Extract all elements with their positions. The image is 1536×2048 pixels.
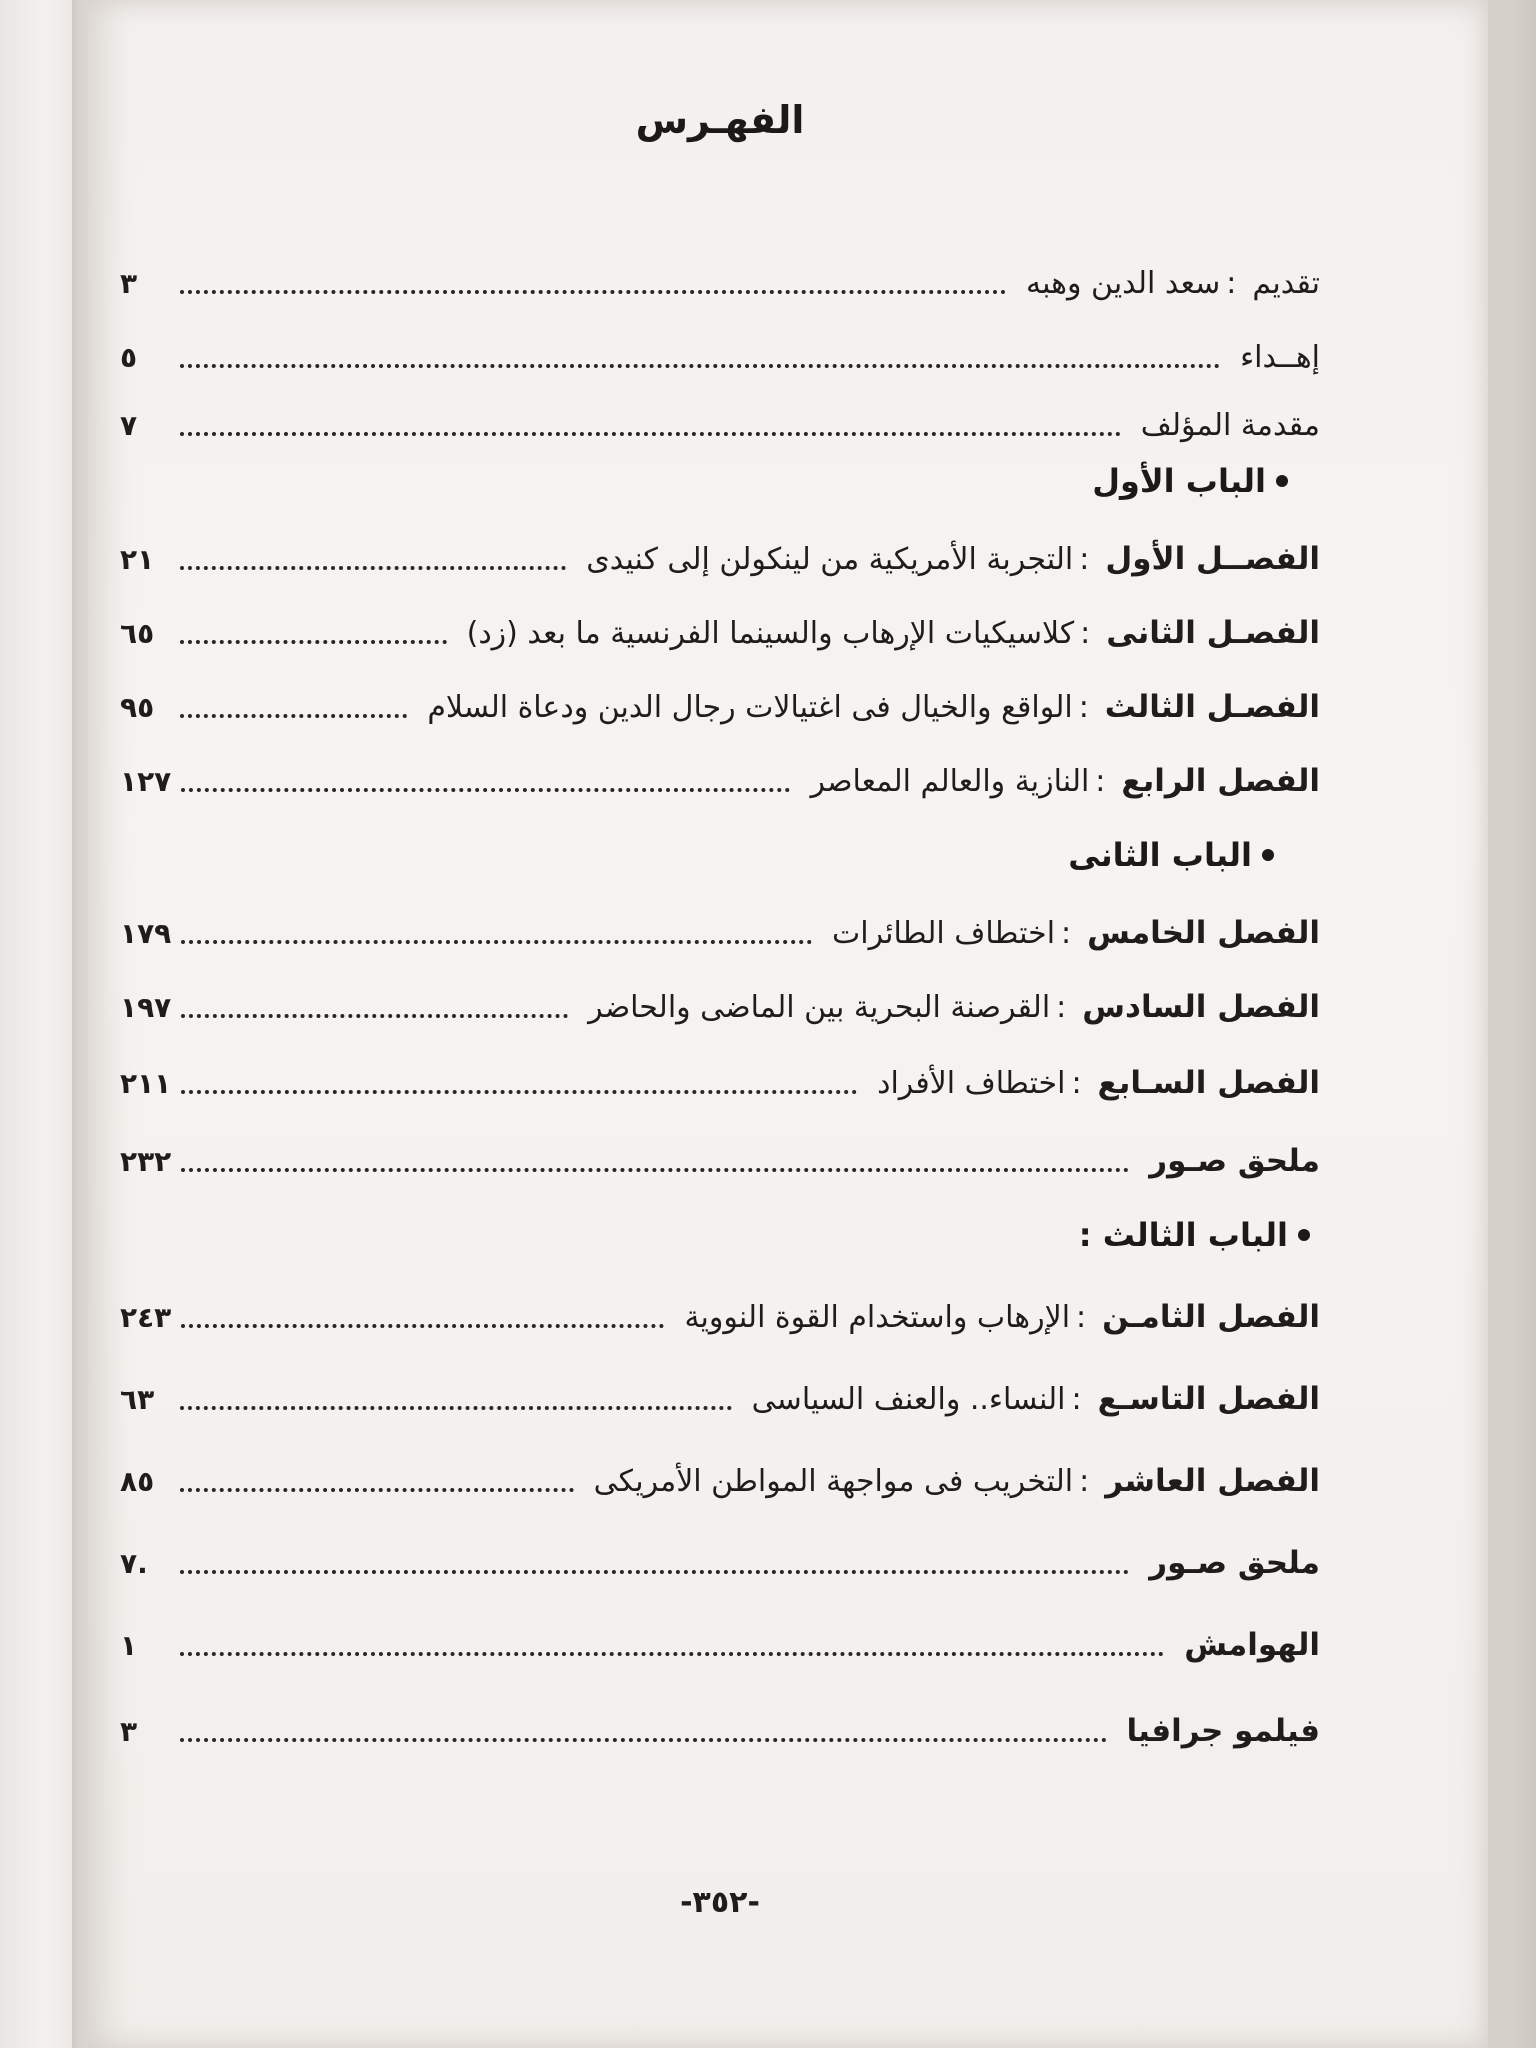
entry-description: سعد الدين وهبه (1026, 265, 1221, 301)
entry-separator: : (1061, 915, 1072, 951)
entry-label: تقديم (1252, 265, 1320, 301)
leader-dots (180, 636, 447, 644)
entry-page-number: ٣ (120, 1714, 138, 1748)
chapter-title: القرصنة البحرية بين الماضى والحاضر (588, 989, 1051, 1025)
entry-page-number: ١٩٧ (120, 990, 172, 1024)
chapter-title: كلاسيكيات الإرهاب والسينما الفرنسية ما بعد (زد) (466, 615, 1075, 651)
page-number: -٣٥٢- (680, 1885, 760, 1920)
entry-separator: : (1071, 1381, 1082, 1417)
leader-dots (181, 1010, 568, 1018)
chapter-title: التجربة الأمريكية من لينكولن إلى كنيدى (586, 541, 1074, 577)
chapter-label: الفصل السادس (1082, 989, 1320, 1025)
entry-separator: : (1079, 1463, 1090, 1499)
toc-chapter-9 (120, 1372, 1320, 1426)
leader-dots (181, 1164, 1129, 1172)
leader-dots (180, 1484, 574, 1492)
chapter-label: ملحق صـور (1149, 1545, 1320, 1581)
chapter-label: ملحق صـور (1149, 1143, 1320, 1179)
chapter-title: النساء.. والعنف السياسى (751, 1381, 1066, 1417)
leader-dots (181, 1086, 857, 1094)
chapter-title: التخريب فى مواجهة المواطن الأمريكى (593, 1463, 1074, 1499)
page-edge-shadow (1476, 0, 1536, 2048)
entry-page-number: ٦٣ (120, 1382, 155, 1416)
toc-title: الفهـرس (635, 98, 805, 142)
chapter-title: الإرهاب واستخدام القوة النووية (684, 1299, 1071, 1335)
chapter-label: الفصــل الأول (1105, 541, 1320, 577)
toc-chapter-4 (120, 754, 1320, 808)
chapter-label: الفصل الثامـن (1102, 1299, 1320, 1335)
toc-chapter-6 (120, 980, 1320, 1034)
toc-footnotes (120, 1618, 1320, 1672)
entry-separator: : (1080, 615, 1091, 651)
entry-label: إهــداء (1240, 339, 1320, 375)
leader-dots (180, 710, 407, 718)
leader-dots (181, 936, 812, 944)
chapter-title: الواقع والخيال فى اغتيالات رجال الدين ودعاة السلام (427, 689, 1073, 725)
part-title: الباب الثانى (1068, 836, 1252, 874)
part-heading-2 (1068, 836, 1274, 874)
toc-photo-appendix-1 (120, 1134, 1320, 1188)
leader-dots (180, 1648, 1164, 1656)
toc-entry-dedication (120, 330, 1320, 384)
chapter-title: اختطاف الطائرات (832, 915, 1056, 951)
leader-dots (180, 1566, 1129, 1574)
part-heading-3 (1079, 1216, 1310, 1254)
entry-page-number: ١٢٧ (120, 764, 172, 798)
entry-separator: : (1056, 989, 1067, 1025)
entry-page-number: ٢١ (120, 542, 155, 576)
entry-page-number: ٢٣٢ (120, 1144, 172, 1178)
entry-page-number: ٣ (120, 266, 138, 300)
bullet-icon (1298, 1229, 1310, 1241)
entry-page-number: ٧ (120, 408, 138, 442)
chapter-title: النازية والعالم المعاصر (810, 763, 1090, 799)
part-title: الباب الأول (1092, 462, 1266, 500)
entry-separator: : (1078, 689, 1089, 725)
leader-dots (180, 1402, 732, 1410)
entry-separator: : (1226, 265, 1237, 301)
chapter-label: الهوامش (1184, 1627, 1320, 1663)
entry-page-number: ١٧٩ (120, 916, 172, 950)
chapter-label: الفصل الخامس (1087, 915, 1320, 951)
chapter-label: الفصـل الثالث (1104, 689, 1320, 725)
entry-separator: : (1071, 1065, 1082, 1101)
part-title: الباب الثالث : (1078, 1216, 1288, 1254)
toc-chapter-3 (120, 680, 1320, 734)
toc-chapter-5 (120, 906, 1320, 960)
entry-page-number: ٢٤٣ (120, 1300, 172, 1334)
chapter-label: الفصل الرابع (1121, 763, 1320, 799)
chapter-label: فيلمو جرافيا (1126, 1713, 1320, 1749)
leader-dots (181, 784, 790, 792)
toc-filmography (120, 1704, 1320, 1758)
entry-page-number: .٧ (120, 1546, 148, 1580)
chapter-label: الفصـل الثانى (1106, 615, 1320, 651)
leader-dots (180, 360, 1220, 368)
chapter-label: الفصل التاسـع (1097, 1381, 1320, 1417)
leader-dots (180, 1734, 1107, 1742)
toc-chapter-7 (120, 1056, 1320, 1110)
entry-separator: : (1076, 1299, 1087, 1335)
toc-chapter-8 (120, 1290, 1320, 1344)
leader-dots (180, 286, 1006, 294)
toc-chapter-1 (120, 532, 1320, 586)
part-heading-1 (1092, 462, 1288, 500)
entry-page-number: ٦٥ (120, 616, 155, 650)
entry-page-number: ٢١١ (120, 1066, 172, 1100)
entry-page-number: ٥ (120, 340, 138, 374)
toc-chapter-2 (120, 606, 1320, 660)
bullet-icon (1276, 475, 1288, 487)
toc-photo-appendix-2 (120, 1536, 1320, 1590)
leader-dots (180, 428, 1121, 436)
toc-entry-intro (120, 256, 1320, 310)
entry-label: مقدمة المؤلف (1140, 407, 1320, 443)
chapter-label: الفصل السـابع (1097, 1065, 1320, 1101)
toc-chapter-10 (120, 1454, 1320, 1508)
leader-dots (180, 562, 566, 570)
entry-page-number: ٨٥ (120, 1464, 155, 1498)
entry-separator: : (1079, 541, 1090, 577)
toc-entry-author-preface (120, 398, 1320, 452)
entry-separator: : (1095, 763, 1106, 799)
bullet-icon (1262, 849, 1274, 861)
chapter-title: اختطاف الأفراد (877, 1065, 1066, 1101)
entry-page-number: ١ (120, 1628, 138, 1662)
entry-page-number: ٩٥ (120, 690, 155, 724)
leader-dots (181, 1320, 664, 1328)
chapter-label: الفصل العاشر (1105, 1463, 1320, 1499)
